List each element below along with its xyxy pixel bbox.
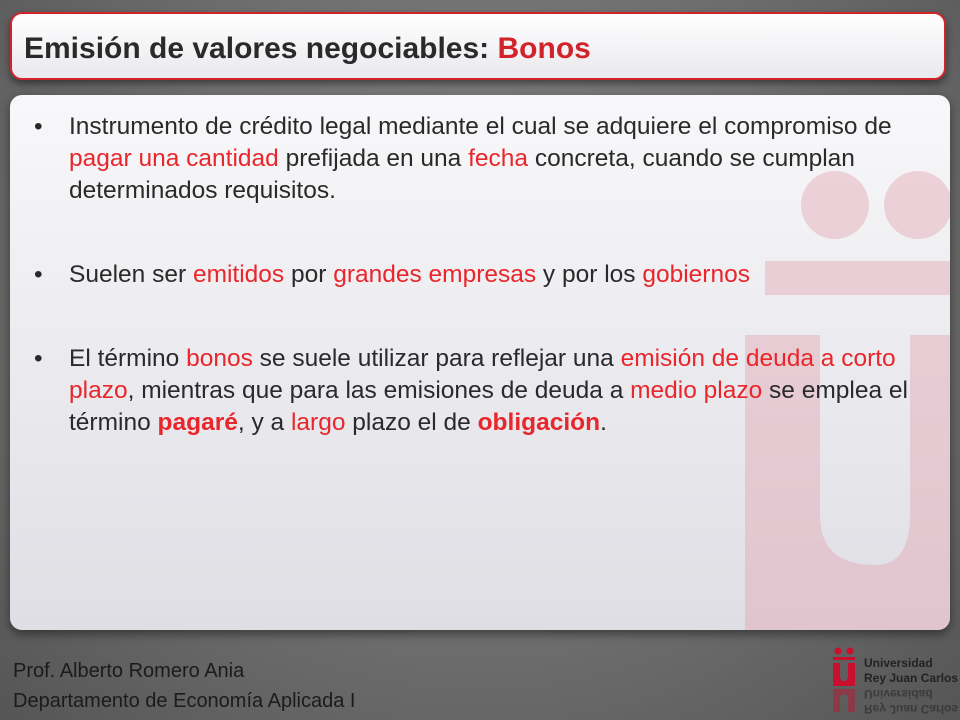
bullet-dot: • xyxy=(34,345,43,372)
university-logo xyxy=(830,646,959,716)
logo-text: Universidad Rey Juan Carlos xyxy=(864,656,959,685)
bullet-dot: • xyxy=(34,113,43,140)
title-banner xyxy=(10,12,946,80)
bullet-text: El término bonos se suele utilizar para reflejar una emisión de deuda a corto plazo, mientras que para las emisiones de deuda a medio plazo se emplea el término pagaré, y a largo plazo el de obligación. xyxy=(69,345,908,436)
bullet-dot: • xyxy=(34,261,43,288)
bullet-text: Instrumento de crédito legal mediante el cual se adquiere el compromiso de pagar una cantidad prefijada en una fecha concreta, cuando se cumplan determinados requisitos. xyxy=(69,113,892,204)
title-main: Emisión de valores negociables: xyxy=(24,32,498,65)
department-name: Departamento de Economía Aplicada I xyxy=(13,690,356,712)
slide-title xyxy=(24,32,591,66)
content-panel xyxy=(10,95,950,630)
bullet-item xyxy=(34,111,944,207)
bullet-text: Suelen ser emitidos por grandes empresas y por los gobiernos xyxy=(69,261,750,288)
bullet-item xyxy=(34,343,944,439)
footer xyxy=(13,656,355,716)
bullet-list xyxy=(34,111,944,491)
author-name: Prof. Alberto Romero Ania xyxy=(13,660,245,682)
urjc-logo-icon xyxy=(830,646,860,716)
title-highlight: Bonos xyxy=(497,32,591,65)
logo-text-reflection: Rey Juan Carlos Universidad xyxy=(864,687,959,716)
bullet-item xyxy=(34,259,944,291)
